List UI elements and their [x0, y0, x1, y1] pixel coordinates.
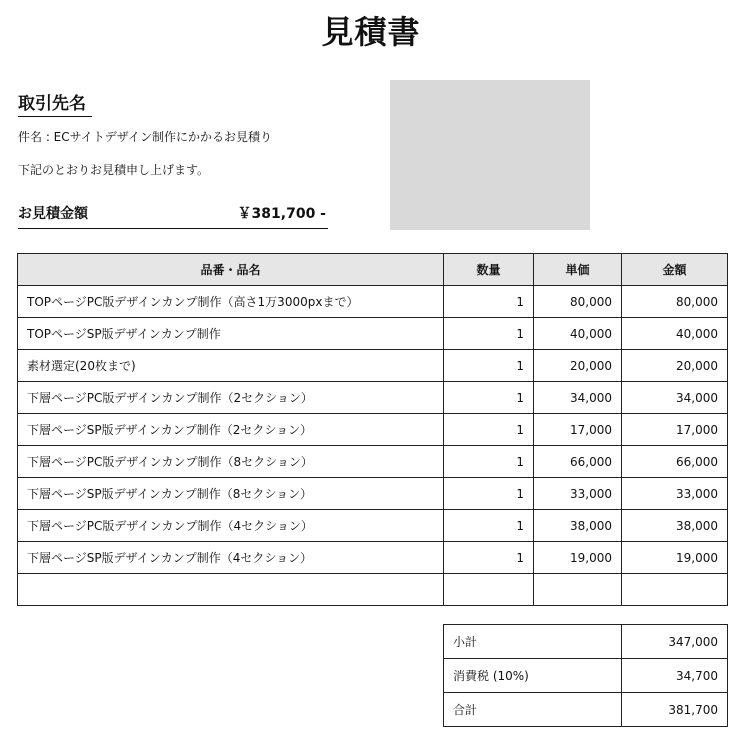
summary-table	[443, 624, 728, 727]
item-name: 下層ページPC版デザインカンプ制作（2セクション）	[18, 382, 444, 414]
table-row	[18, 446, 728, 478]
item-name	[18, 574, 444, 606]
header-unit-price: 単価	[534, 254, 622, 286]
item-name: 下層ページPC版デザインカンプ制作（8セクション）	[18, 446, 444, 478]
item-amount: 38,000	[622, 510, 728, 542]
item-name: TOPページPC版デザインカンプ制作（高さ1万3000pxまで）	[18, 286, 444, 318]
item-qty	[444, 574, 534, 606]
table-row-empty	[18, 574, 728, 606]
table-header-row	[18, 254, 728, 286]
image-placeholder	[390, 80, 590, 230]
item-name: TOPページSP版デザインカンプ制作	[18, 318, 444, 350]
item-name: 下層ページPC版デザインカンプ制作（4セクション）	[18, 510, 444, 542]
table-row	[18, 510, 728, 542]
item-amount: 33,000	[622, 478, 728, 510]
table-row	[18, 318, 728, 350]
tax-label: 消費税 (10%)	[444, 659, 622, 693]
document-title: 見積書	[321, 13, 421, 51]
item-qty: 1	[444, 542, 534, 574]
item-qty: 1	[444, 382, 534, 414]
grand-total-row	[444, 693, 728, 727]
item-unit-price: 17,000	[534, 414, 622, 446]
line-items-table	[17, 253, 728, 606]
item-unit-price: 19,000	[534, 542, 622, 574]
grand-total-value: 381,700	[622, 693, 728, 727]
item-unit-price: 80,000	[534, 286, 622, 318]
subject-line: 件名 : ECサイトデザイン制作にかかるお見積り	[18, 130, 272, 144]
tax-value: 34,700	[622, 659, 728, 693]
item-unit-price: 66,000	[534, 446, 622, 478]
subtotal-row	[444, 625, 728, 659]
item-amount	[622, 574, 728, 606]
item-amount: 34,000	[622, 382, 728, 414]
header-amount: 金額	[622, 254, 728, 286]
item-unit-price: 38,000	[534, 510, 622, 542]
intro-text: 下記のとおりお見積申し上げます。	[18, 163, 210, 177]
quote-total-label: お見積金額	[18, 206, 88, 222]
tax-row	[444, 659, 728, 693]
item-amount: 80,000	[622, 286, 728, 318]
item-unit-price: 40,000	[534, 318, 622, 350]
subtotal-value: 347,000	[622, 625, 728, 659]
item-amount: 19,000	[622, 542, 728, 574]
item-name: 下層ページSP版デザインカンプ制作（4セクション）	[18, 542, 444, 574]
item-unit-price	[534, 574, 622, 606]
client-name: 取引先名	[18, 92, 92, 117]
item-name: 下層ページSP版デザインカンプ制作（2セクション）	[18, 414, 444, 446]
item-qty: 1	[444, 446, 534, 478]
item-amount: 66,000	[622, 446, 728, 478]
item-qty: 1	[444, 478, 534, 510]
table-row	[18, 542, 728, 574]
header-name: 品番・品名	[18, 254, 444, 286]
table-row	[18, 414, 728, 446]
item-qty: 1	[444, 318, 534, 350]
item-unit-price: 20,000	[534, 350, 622, 382]
table-row	[18, 286, 728, 318]
item-amount: 20,000	[622, 350, 728, 382]
item-qty: 1	[444, 286, 534, 318]
item-name: 素材選定(20枚まで)	[18, 350, 444, 382]
item-amount: 17,000	[622, 414, 728, 446]
quote-total-box	[18, 202, 328, 229]
item-qty: 1	[444, 350, 534, 382]
header-qty: 数量	[444, 254, 534, 286]
table-row	[18, 478, 728, 510]
item-name: 下層ページSP版デザインカンプ制作（8セクション）	[18, 478, 444, 510]
item-qty: 1	[444, 510, 534, 542]
item-unit-price: 34,000	[534, 382, 622, 414]
table-row	[18, 382, 728, 414]
subtotal-label: 小計	[444, 625, 622, 659]
item-qty: 1	[444, 414, 534, 446]
table-row	[18, 350, 728, 382]
quote-total-value: ￥381,700 -	[237, 206, 326, 222]
grand-total-label: 合計	[444, 693, 622, 727]
item-unit-price: 33,000	[534, 478, 622, 510]
item-amount: 40,000	[622, 318, 728, 350]
